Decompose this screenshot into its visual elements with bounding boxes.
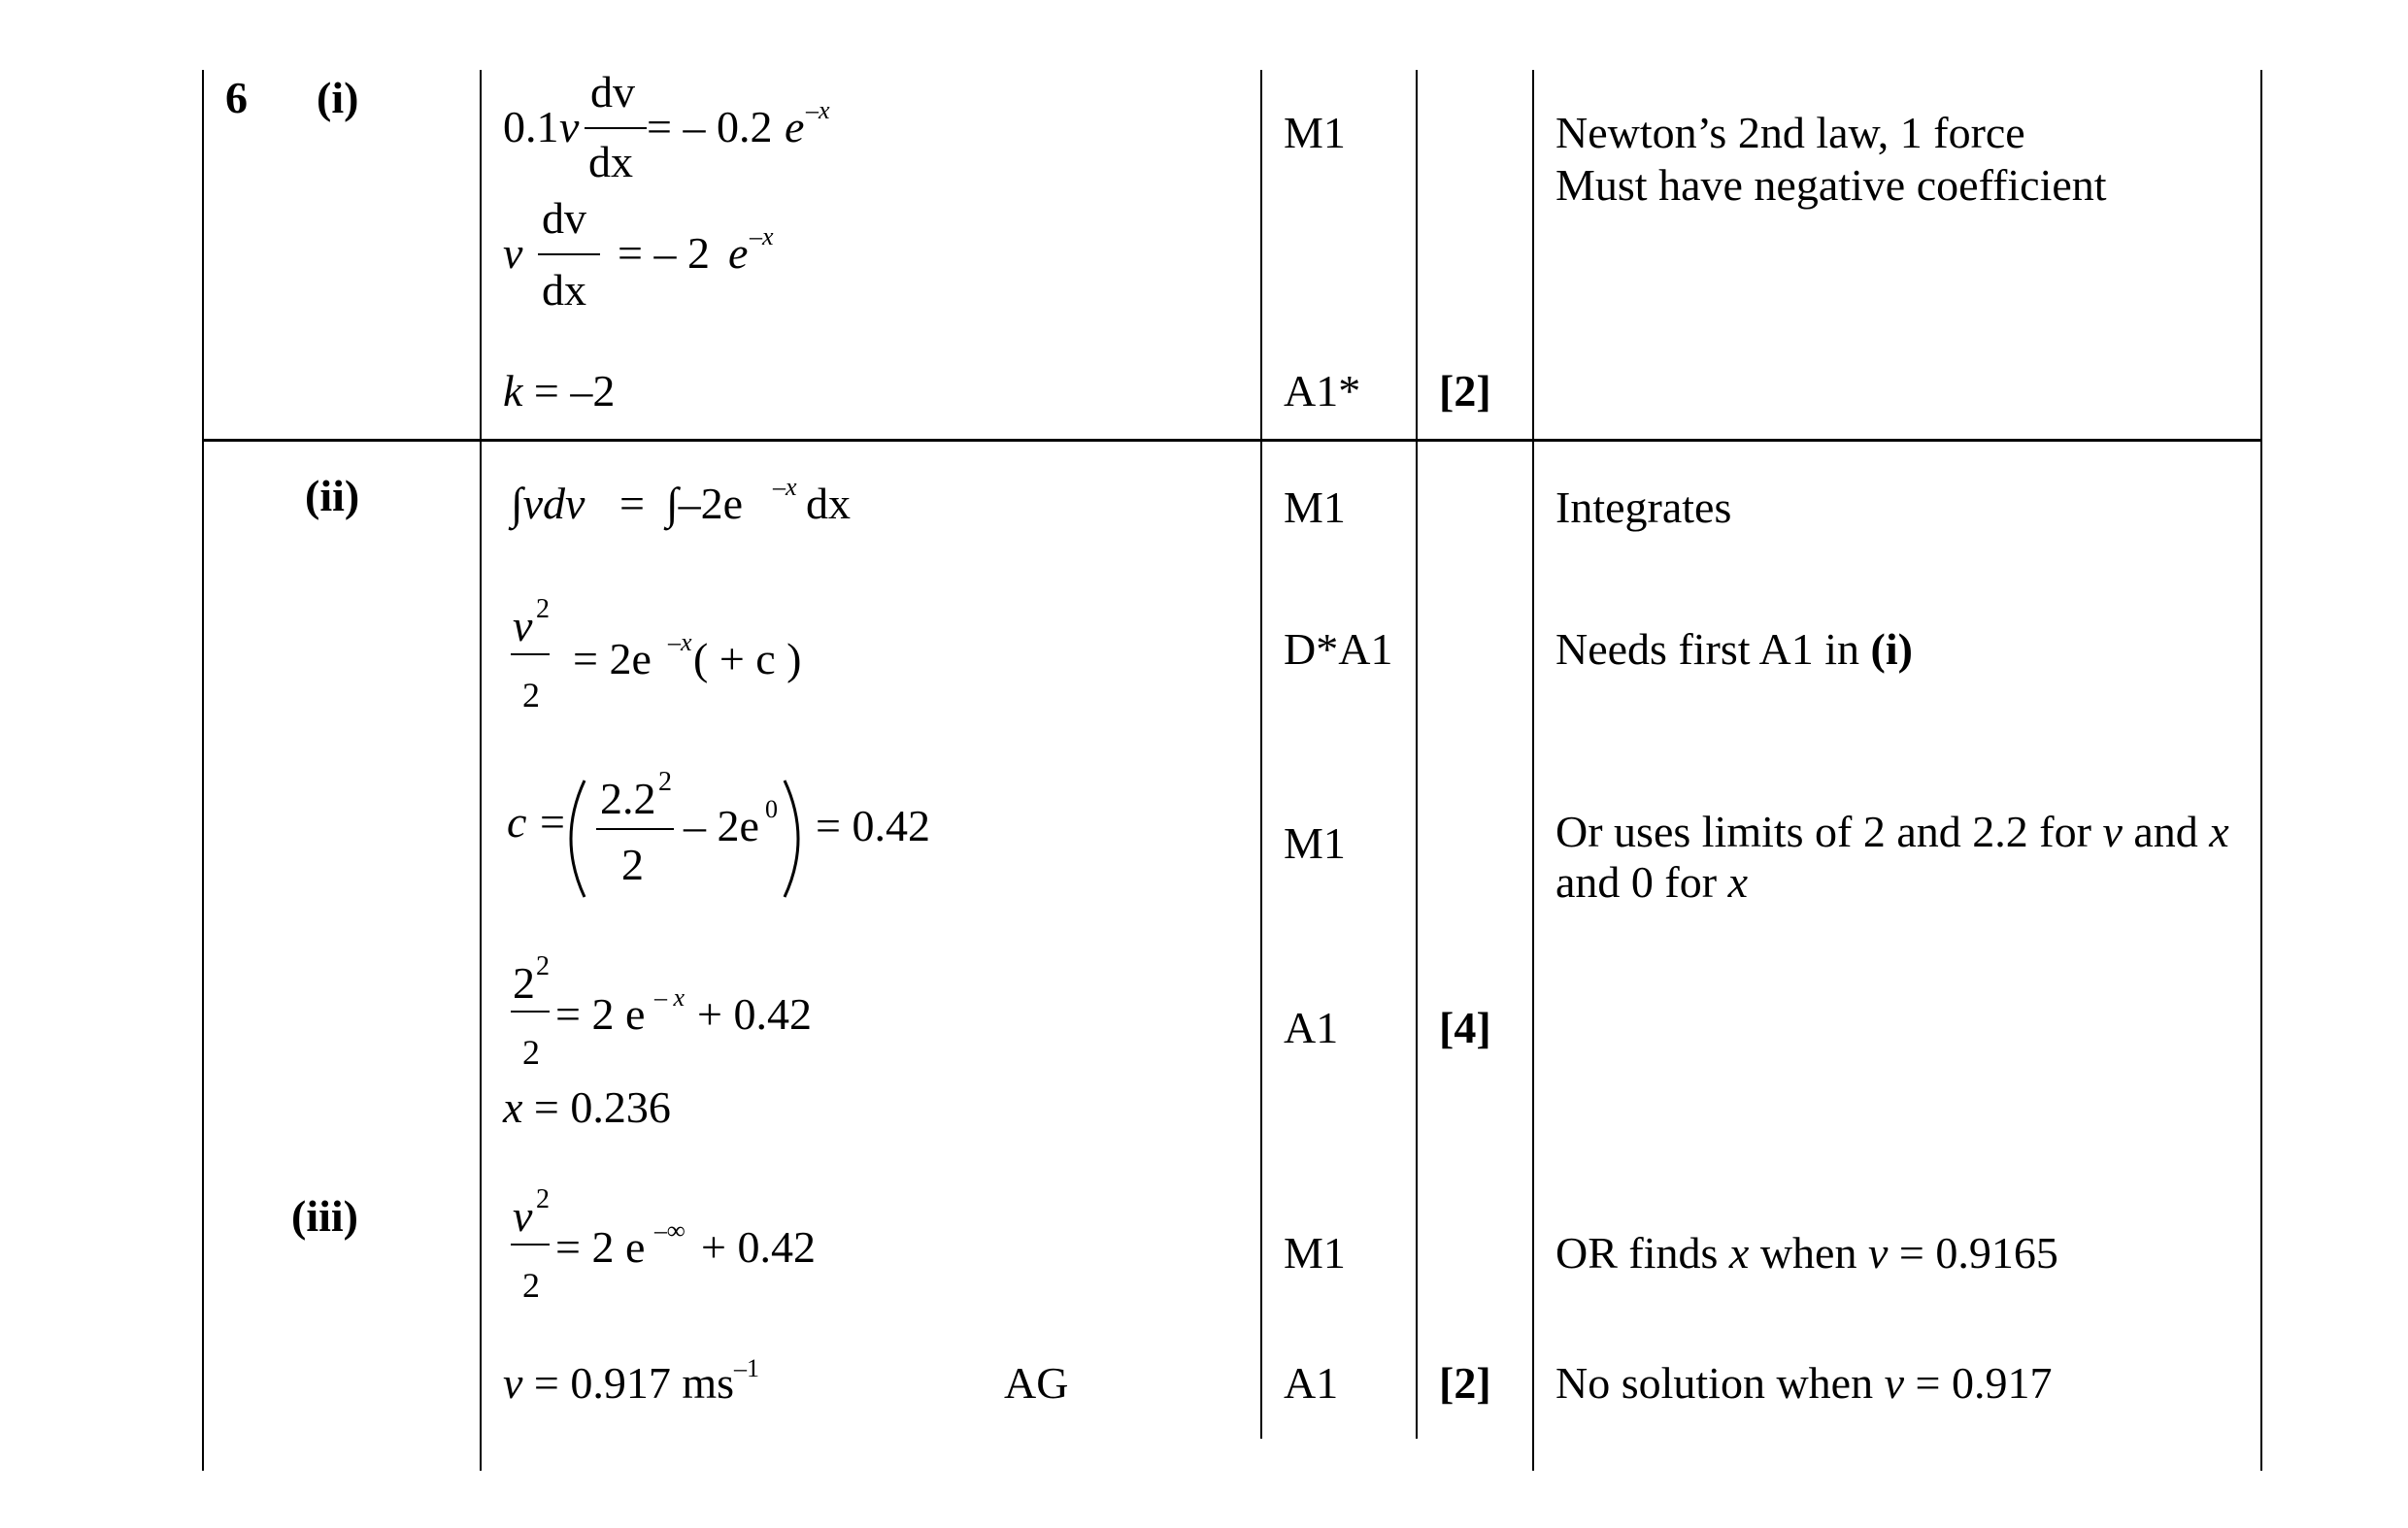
fraction-numerator: 2.2 [600,774,656,823]
exponent: – x [654,983,686,1012]
part-iii-limit-equation [503,1184,872,1325]
part-i-guidance-line-2: Must have negative coefficient [1555,160,2107,210]
lhs-integral: ∫vdv [511,479,585,528]
part-i-k-result [503,366,616,415]
part-ii-mark-m1-constant: M1 [1284,818,1346,868]
rhs-value: = 0.42 [816,801,930,850]
part-label-iii: (iii) [291,1191,358,1241]
v-symbol: v [559,102,580,151]
constant-text: + 0.42 [701,1222,816,1272]
fraction-denominator: dx [542,265,586,315]
fraction-numerator: v [513,1191,533,1241]
part-iii-total: [2] [1439,1358,1491,1408]
rhs-text: = 2e [573,634,652,683]
part-ii-integral-equation [503,470,911,552]
part-ii-mark-m1-integrates: M1 [1284,482,1346,532]
equals-sign: = [540,797,565,847]
v-symbol: v [1867,1228,1889,1278]
numerator-exponent: 2 [536,951,550,981]
part-iii-guidance-no-solution [1555,1358,2053,1408]
guidance-text: No solution when [1555,1358,1885,1408]
x-symbol: x [1727,857,1748,907]
rhs-text: = 2 e [555,1222,646,1272]
guidance-text: and 0 for [1555,857,1728,907]
part-i-bottom-rule [202,439,2262,442]
c-symbol: c [507,797,527,847]
right-paren [785,781,798,897]
part-i-mark-m1: M1 [1284,108,1346,157]
part-iii-mark-a1: A1 [1284,1358,1339,1408]
fraction-denominator: 2 [522,1033,540,1072]
table-right-border [2260,70,2262,1471]
exponent: –x [668,628,692,656]
guidance-text: Or uses limits of 2 and 2.2 for [1555,807,2103,856]
equals-sign: = [619,479,645,528]
v-symbol: v [503,1358,523,1408]
v-symbol: v [2102,807,2123,856]
part-ii-guidance-limits-line-2 [1555,857,1748,907]
part-i-newton-equation [503,68,911,199]
constant-text: ( + c ) [693,634,802,683]
fraction-numerator: v [513,601,533,650]
part-ii-guidance-limits-line-1 [1555,807,2229,856]
part-ii-substitution-equation [503,951,872,1092]
velocity-value: = 0.917 ms [522,1358,735,1408]
dx-text: dx [806,479,851,528]
table-left-border [202,70,204,1471]
exponent: –∞ [654,1216,686,1245]
exponent: –x [806,96,830,124]
middle-term: – 2e [684,801,759,850]
k-value: = –2 [522,366,616,415]
guidance-text: OR finds [1555,1228,1729,1278]
x-value: = 0.236 [522,1082,671,1132]
part-label-i: (i) [317,73,359,122]
exponent: –x [773,473,797,501]
rhs-integral: ∫–2e [666,479,744,528]
part-i-vdvdx-equation [503,194,833,325]
guidance-text: = 0.9165 [1888,1228,2058,1278]
left-paren [571,781,585,897]
rhs-text: = – 2 [618,228,710,278]
x-symbol: x [2209,807,2229,856]
middle-exponent: 0 [765,795,778,823]
e-symbol: e [785,102,805,151]
numerator-exponent: 2 [536,594,550,624]
part-label-ii: (ii) [305,471,360,520]
guidance-text: and [2122,807,2210,856]
fraction-numerator: dv [542,193,586,243]
coef-text: 0.1 [503,102,559,151]
answer-column-left-border [480,70,482,1471]
part-iii-guidance-or-finds-x [1555,1228,2058,1278]
part-ii-half-v-squared-equation [503,594,833,735]
part-ii-guidance-needs-first-a1 [1555,624,1913,674]
fraction-denominator: 2 [522,676,540,714]
unit-exponent: –1 [734,1353,760,1382]
fraction-numerator: dv [590,67,635,116]
numerator-exponent: 2 [536,1184,550,1214]
e-symbol: e [728,228,749,278]
v-symbol: v [1884,1358,1905,1408]
part-ii-mark-a1: A1 [1284,1003,1339,1052]
fraction-denominator: 2 [522,1266,540,1305]
part-i-mark-a1star: A1* [1284,366,1361,415]
guidance-part-ref: (i) [1870,624,1913,674]
part-iii-mark-m1: M1 [1284,1228,1346,1278]
fraction-numerator: 2 [513,958,535,1008]
question-number: 6 [225,73,248,122]
part-iii-velocity-result [503,1353,760,1408]
part-ii-constant-equation [503,767,969,917]
guidance-text: when [1749,1228,1868,1278]
k-symbol: k [503,366,523,415]
part-ii-x-result [503,1082,671,1132]
totals-column-left-border [1416,70,1418,1439]
part-ii-guidance-integrates: Integrates [1555,482,1732,532]
constant-text: + 0.42 [697,989,812,1039]
exponent: –x [750,222,774,250]
guidance-text: Needs first A1 in [1555,624,1871,674]
answer-given-label: AG [1004,1358,1069,1408]
guidance-column-left-border [1532,70,1534,1471]
v-symbol: v [503,228,523,278]
numerator-exponent: 2 [658,767,672,797]
part-ii-total: [4] [1439,1003,1491,1052]
x-symbol: x [503,1082,523,1132]
part-ii-mark-dstar-a1: D*A1 [1284,624,1393,674]
part-i-guidance-line-1: Newton’s 2nd law, 1 force [1555,108,2025,157]
marks-column-left-border [1260,70,1262,1439]
fraction-denominator: 2 [621,840,644,889]
guidance-text: = 0.917 [1904,1358,2053,1408]
rhs-text: = – 0.2 [647,102,773,151]
rhs-text: = 2 e [555,989,646,1039]
x-symbol: x [1728,1228,1750,1278]
fraction-denominator: dx [588,137,633,186]
part-i-total: [2] [1439,366,1491,415]
